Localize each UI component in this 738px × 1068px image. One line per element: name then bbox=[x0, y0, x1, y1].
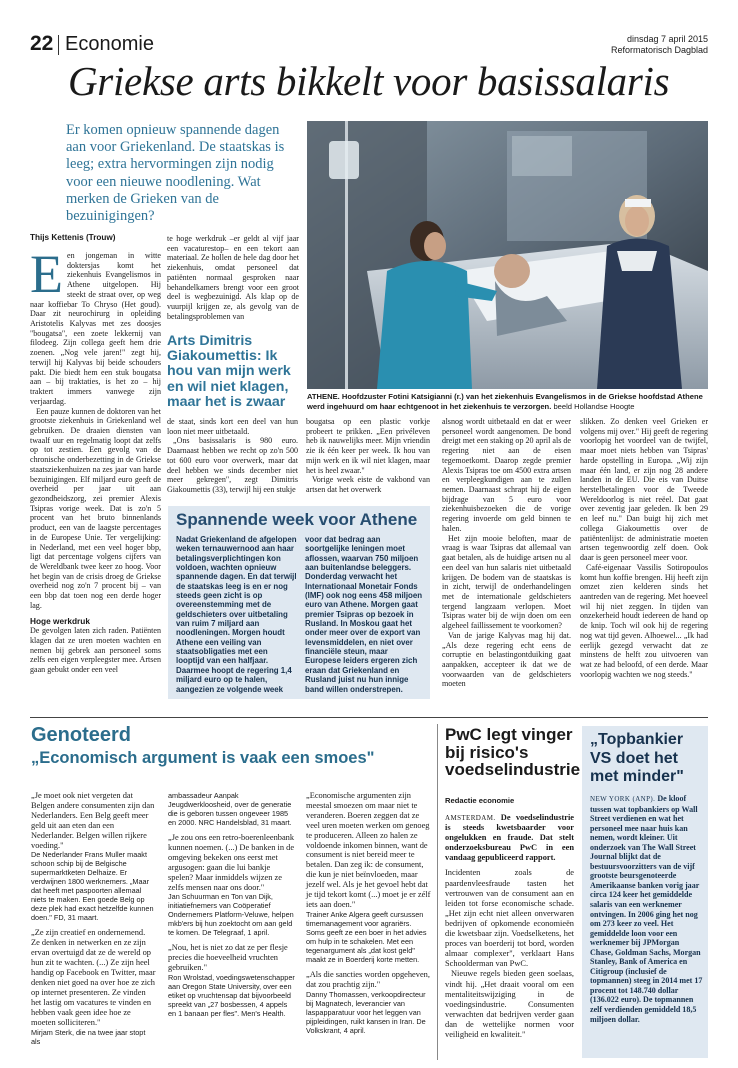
paragraph: „Ons basissalaris is 980 euro. Daarnaast hebben we recht op zo'n 500 tot 600 euro voor overwerk, maar dat deel hebben we sinds december niet meer gekregen", zegt Dimitris Giakoumettis (33), terwijl hij een stukje bbox=[167, 436, 298, 495]
date-line: dinsdag 7 april 2015 bbox=[626, 34, 708, 44]
genoteerd-heading: Genoteerd bbox=[31, 724, 132, 746]
hospital-scene-illustration bbox=[307, 121, 708, 389]
paragraph: De gevolgen laten zich raden. Patiënten klagen dat ze uren moeten wachten en nemen bij gebrek aan personeel soms zelfs een eigen verpleegster mee. Artsen gaan gebukt onder een veel bbox=[30, 626, 161, 675]
paragraph: te hoge werkdruk –er geldt al vijf jaar een vacaturestop– en een tekort aan materiaal. Ze hollen de hele dag door het ziekenhuis, omdat personeel dat patiënten normaal gesproken naar behandelkamers brengt voor een groot deel is wegbezuinigd. Als klap op de vuurpijl krijgen ze, als gevolg van de betalingsproblemen van bbox=[167, 234, 299, 321]
paragraph: slikken. Zo denken veel Grieken er volgens mij over." Hij geeft de regering voorlopig het voordeel van de twijfel, maar moet niets hebben van Tsipras' harde opstelling in Europa. „Wij zijn maar één land, er zijn nog 28 andere landen in de EU. Die eis van Duitse herstelbetalingen voor de Tweede Wereldoorlog is niet reëel. Dat gaat over zeventig jaar geleden. Ik ben 29 en leef nu." Dan buigt hij zich met collega Giakoumettis over de patiëntenlijst: de administratie moeten artsen tegenwoordig zelf doen. Ook daar is geen personeel meer voor. bbox=[580, 417, 708, 563]
paragraph: Een pauze kunnen de doktoren van het grootste ziekenhuis in Griekenland wel gebruiken. De draaien diensten van twaalf uur en regelmatig loopt dat zelfs op tot zestien. Een gevolg van de chronische onderbezetting in de Griekse staatsziekenhuizen na zes jaar van harde bezuinigingen. Elf miljard euro geeft de overheid per jaar uit aan gezondheidszorg, zei premier Alexis Tsipras vorige week. Dat is zo'n 5 procent van het bruto binnenlands product, een van de laagste percentages in de Europese Unie. Ter vergelijking: in Nederland, met een veel hoger bbp, ligt dat percentage volgens cijfers van de Wereldbank twee keer zo hoog. Voor het begin van de crisis droeg de Griekse overheid nog zo'n 7 procent bij – van een bbp dat toen nog een derde hoger lag. bbox=[30, 406, 161, 610]
genoteerd-quote-title: „Economisch argument is vaak een smoes" bbox=[31, 749, 375, 767]
article-headline: Griekse arts bikkelt voor basissalaris bbox=[68, 58, 670, 104]
quote-source: Mirjam Sterk, die na twee jaar stopt als bbox=[31, 1027, 146, 1046]
quote-text: „Ze zijn creatief en ondernemend. Ze denken in netwerken en ze zijn ervan overtuigd dat ze de wereld op hun zit te wachten. (...) Ze zijn heel handig op Facebook en Twitter, maar denken niet goed na over hoe ze zich op internet presenteren. Ze vinden het lastig om vacatures te vinden en hebben vaak geen idee hoe ze moeten solliciteren." bbox=[31, 928, 156, 1027]
quote-text: „Als die sancties worden opgeheven, dat zou prachtig zijn." bbox=[306, 969, 430, 989]
page-number: 22 bbox=[30, 32, 54, 55]
article-column-3 bbox=[306, 417, 430, 495]
paper-name: Reformatorisch Dagblad bbox=[610, 45, 708, 55]
paragraph: Vorige week eiste de vakbond van artsen dat het overwerk bbox=[306, 475, 430, 495]
quote-source: Ron Wrolstad, voedingswetenschapper aan Oregon State University, over een etiket op vruchtensap dat bijvoorbeeld spreekt van „27 bosbessen, 4 appels en 1 banaan per fles". Men's Health. bbox=[168, 973, 295, 1019]
pwc-headline: PwC legt vinger bij risico's voedselindustrie bbox=[445, 725, 581, 780]
paragraph: alsnog wordt uitbetaald en dat er weer personeel wordt aangenomen. De bond dreigt met een staking op 20 april als de regering niet aan de eisen tegemoetkomt. Daarop zegde premier Alexis Tsipras toe om 4500 extra artsen en verpleegkundigen aan te zullen nemen. Daarnaast schrapt hij de eigen bijdrage van 5 euro voor ziekenhuisbezoeken die de vorige regering invoerde om geld binnen te halen. bbox=[442, 417, 571, 533]
quote-source: De Nederlander Frans Muller maakt schoon schip bij de Belgische supermarktketen Delhaize. Er verdwijnen 1800 werknemers. „Maar dat heeft met paspoorten allemaal niets te maken. Een goede Belg op deze plek had exact hetzelfde kunnen doen." FD, 31 maart. bbox=[31, 850, 154, 923]
quote-text: „Nou, het is niet zo dat ze per flesje precies die hoeveelheid vruchten gebruiken." bbox=[168, 943, 288, 973]
quote-text: „Je zou ons een retro-boerenleenbank kunnen noemen. (...) De banken in de omgeving bekeken ons eerst met argusogen: gaan die lui bankje spelen? Maar inmiddels wijzen ze zelfs mensen naar ons door." bbox=[168, 833, 295, 892]
byline: Thijs Kettenis (Trouw) bbox=[30, 233, 116, 242]
quote-source: Trainer Anke Algera geeft cursussen timemanagement voor agrariërs. Soms geeft ze een boer in het advies om hulp in te schakelen. Met een tegenargument als „dat kost geld" maakt ze in Boerderij korte metten. bbox=[306, 909, 427, 964]
paragraph: Café-eigenaar Vassilis Sotiropoulos komt hun koffie brengen. Hij heeft zijn omzet zien kelderen sinds het aantreden van de regering. Met hoeveel wil hij niet zeggen. In tijden van onzekerheid houdt iedereen de hand op de knip. Toch wil ook hij de regering nog wat tijd geven. Alhoewel... „Ik had eerlijk gezegd verwacht dat ze minstens de helft zou uitvoeren van wat ze had beloofd, of een derde. Maar voorlopig wachten we nog steeds." bbox=[580, 562, 708, 679]
issue-date bbox=[550, 34, 708, 56]
article-intro: Er komen opnieuw spannende dagen aan voor Griekenland. De staatskas is leeg; extra hervormingen zijn nodig voor een nieuwe noodlening. Wat merken de Grieken van de bezuinigingen? bbox=[66, 122, 285, 225]
info-box-title: Spannende week voor Athene bbox=[176, 510, 418, 529]
pwc-byline: Redactie economie bbox=[445, 796, 515, 805]
pwc-dateline: AMSTERDAM. bbox=[445, 814, 496, 822]
paragraph: Incidenten zoals de paardenvleesfraude tasten het vertrouwen van de consument aan en leiden tot forse economische schade. „Het zijn echt niet alleen onverwaren bedrijven of opkomende economieën die kwetsbaar zijn. Voedselketens, het proces van boerderij tot bord, worden almaar complexer", verklaart Hans Schoolderman van PwC. bbox=[445, 868, 574, 969]
paragraph: bougatsa op een plastic vorkje probeert te prikken. „Een privéleven heb ik nauwelijks meer. Mijn vriendin zie ik één keer per week. Ik hou van mijn werk en ik wil niet klagen, maar het is heel zwaar." bbox=[306, 417, 430, 475]
pwc-lead-text: De voedselindustrie is steeds kwetsbaarder voor ongelukken en fraude. Dat stelt onderzoeksbureau PwC in een vandaag gepubliceerd rapport. bbox=[445, 813, 574, 863]
column-rule bbox=[437, 724, 438, 1060]
paragraph: de staat, sinds kort een deel van hun loon niet meer uitbetaald. bbox=[167, 417, 298, 436]
section-title: Economie bbox=[65, 33, 154, 55]
paragraph: Nieuwe regels bieden geen soelaas, vindt hij. „Het draait vooral om een mentaliteitswijziging in de voedingsindustrie. Consumenten verwachten dat bedrijven verder gaan dan de wettelijke normen voor veiligheid en kwaliteit." bbox=[445, 969, 574, 1039]
pwc-lead bbox=[445, 813, 574, 863]
quotes-column-1 bbox=[31, 791, 156, 1052]
article-column-4 bbox=[442, 417, 571, 689]
topbankier-headline: „Topbankier VS doet het met minder" bbox=[590, 731, 684, 785]
topbankier-dateline: NEW YORK (ANP). bbox=[590, 795, 656, 803]
quotes-column-2 bbox=[168, 791, 296, 1024]
quote-source: Danny Thomassen, verkoopdirecteur bij Magnatech, leverancier van laspapparatuur voor het leggen van pijpleidingen, ruikt kansen in Iran. De Volkskrant, 4 april. bbox=[306, 989, 426, 1035]
quote-source: Jan Schuurman en Ton van Dijk, initiatiefnemers van Coöperatief Ondernemers Platform-Veluwe, helpen mkb'ers bij hun zoektocht om aan geld te komen. De Telegraaf, 1 april. bbox=[168, 892, 294, 938]
drop-cap: E bbox=[30, 244, 63, 304]
section-divider bbox=[30, 717, 708, 718]
article-column-5 bbox=[580, 417, 708, 679]
article-photo bbox=[307, 121, 708, 389]
header-divider bbox=[58, 35, 59, 55]
quotes-column-3 bbox=[306, 791, 432, 1041]
paragraph: en jongeman in witte doktersjas komt het ziekenhuis Evangelismos in Athene uitgelopen. Hij steekt de straat over, op weg naar koffiebar To Chryso (Het goud). Daar zit neurochirurg in opleiding Aristotelis Kalyvas met zes doosjes "bougatsa", een zoete lekkernij van filodeeg. Zijn collega geeft hem drie zoenen. „Nog vele jaren!" zegt hij, terwijl hij Kalyvas bij beide schouders pakt. Die biedt hem een stuk bougatsa aan – bij traktaties, is het zo – hij traktert immers vanwege zijn verjaardag. bbox=[30, 251, 161, 406]
caption-credit: beeld Hollandse Hoogte bbox=[553, 401, 635, 411]
quote-text: „Je moet ook niet vergeten dat Belgen andere consumenten zijn dan Nederlanders. Een Belg geeft meer geld uit aan eten dan een Nederlander. Belgen willen rijkere voeding." bbox=[31, 791, 155, 850]
subheading: Hoge werkdruk bbox=[30, 615, 90, 626]
topbankier-body bbox=[590, 794, 703, 1024]
article-column-1 bbox=[30, 244, 161, 675]
photo-caption bbox=[307, 392, 708, 411]
pwc-body bbox=[445, 813, 574, 1040]
info-box-column-2: voor dat bedrag aan soortgelijke leningen moet aflossen, waarvan 750 miljoen aan buitenlandse beleggers. Donderdag verwacht het Internationaal Monetair Fonds (IMF) ook nog eens 458 miljoen euro van Athene. Morgen gaat premier Tsipras op bezoek in Rusland. In Moskou gaat het onder meer over de export van levensmiddelen, en niet over financiële steun, maar Europese leiders ergeren zich eraan dat Griekenland en Rusland juist nu hun innige band willen onderstrepen. bbox=[305, 535, 423, 694]
paragraph: Het zijn mooie beloften, maar de vraag is waar Tsipras dat allemaal van gaat betalen, als de huidige artsen nu al een deel van hun salaris niet uitbetaald krijgen. De bodem van de staatskas is in zicht, terwijl de onderhandelingen met de internationale geldschieters tergend langzaam verlopen. Moet Tsipras water bij de wijn doen om een algeheel faillissement te voorkomen? bbox=[442, 533, 571, 631]
article-column-2-top bbox=[167, 234, 299, 321]
topbankier-text: De kloof tussen wat topbankiers op Wall Street verdienen en wat het personeel mee naar huis kan nemen, wordt kleiner. Uit onderzoek van The Wall Street Journal blijkt dat de bestuursvoorzitters van de vijf grootste beursgenoteerde Amerikaanse banken vorig jaar circa 124 keer het gemiddelde salaris van een werknemer ontvingen. In 2006 ging het nog om 273 keer zo veel. Het gemiddelde loon voor een werknemer bij JPMorgan Chase, Goldman Sachs, Morgan Stanley, Bank of America en Citigroup (inclusief de topmannen) steeg in 2014 met 17 procent tot 148.740 dollar (136.022 euro). De topmannen zelf verdienden gemiddeld 18,5 miljoen dollar. bbox=[590, 794, 703, 1024]
caption-place: ATHENE. bbox=[307, 392, 340, 401]
article-column-2-bottom bbox=[167, 417, 298, 495]
paragraph: Van de jarige Kalyvas mag hij dat. „Als deze regering echt eens de corruptie en belastingontduiking gaat aanpakken, accepteer ik dat we de voorwaarden van de geldschieters moeten bbox=[442, 630, 571, 689]
quote-text: „Economische argumenten zijn meestal smoezen om maar niet te veranderen. Boeren zeggen dat ze veel uren moeten werken om genoeg te produceren. Alleen zo halen ze voldoende inkomen binnen, want de consument is niet bereid meer te betalen. Dan zeg ik: de consument, die kun je niet beïnvloeden, maar jezelf wel. Als je het gevoel hebt dat je tijd tekort komt (...) moet je er zélf iets aan doen." bbox=[306, 791, 431, 909]
info-box-column-1: Nadat Griekenland de afgelopen weken ternauwernood aan haar betalingsverplichtingen kon voldoen, wachten opnieuw spannende dagen. En dat terwijl de staatskas leeg is en er nog steeds geen zicht is op overeenstemming met de geldschieters over uitbetaling van ruim 7 miljard aan noodleningen. Morgen houdt Athene een veiling van staatsobligaties met een looptijd van een halfjaar. Daarmee hoopt de regering 1,4 miljard euro op te halen, aangezien ze volgende week bbox=[176, 535, 297, 694]
pull-quote: Arts Dimitris Giakoumettis: Ik hou van mijn werk en wil niet klagen, maar het is zwaar bbox=[167, 333, 291, 410]
quote-source: ambassadeur Aanpak Jeugdwerkloosheid, over de generatie die is geboren tussen ongeveer 1985 en 2000. NRC Handelsblad, 31 maart. bbox=[168, 791, 292, 827]
caption-text: Hoofdzuster Fotini Katsigianni (r.) van het ziekenhuis Evangelismos in de Griekse hoofdstad Athene werd ingehuurd om haar echtgenoot in het ziekenhuis te verzorgen. bbox=[307, 392, 703, 411]
